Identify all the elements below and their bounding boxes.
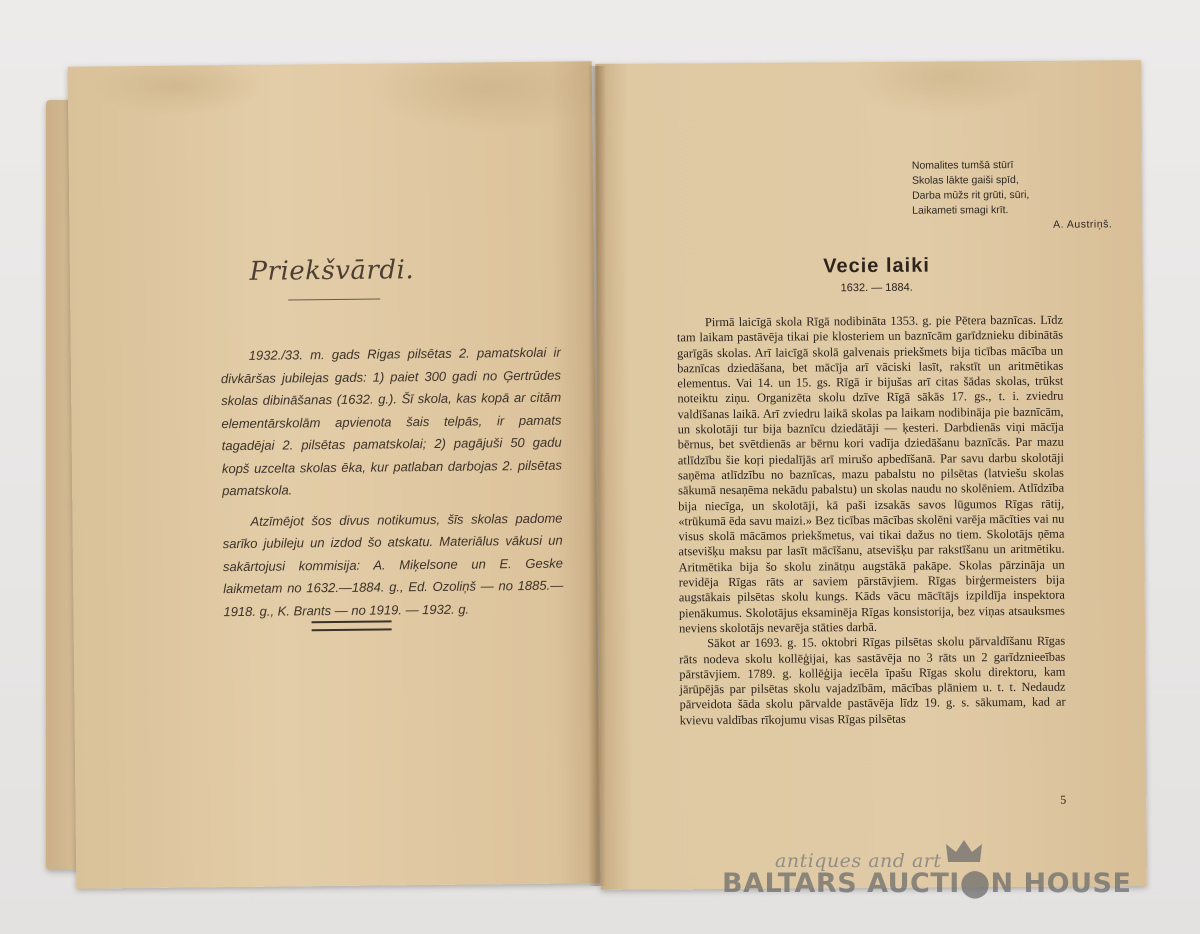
preface-title: Priekšvārdi. xyxy=(249,255,415,287)
water-stain xyxy=(88,61,269,116)
water-stain xyxy=(367,61,600,133)
title-underline xyxy=(288,299,380,301)
left-page xyxy=(68,61,601,888)
watermark-tagline: antiques and art xyxy=(775,850,942,872)
double-rule-divider xyxy=(312,620,392,631)
page-number: 5 xyxy=(1060,792,1067,807)
right-page xyxy=(595,60,1147,890)
epigraph-author: A. Austriņš. xyxy=(1053,218,1113,231)
crown-icon xyxy=(944,836,984,866)
epigraph xyxy=(912,157,1133,234)
preface-body xyxy=(221,342,564,632)
body-paragraph: Pirmā laicīgā skola Rīgā nodibināta 1353. g. pie Pētera baznīcas. Līdz tam laikam pastāvēja tikai pie klosteriem un baznīcām garīdznieku dibinātās garīgās skolas. Arī laicīgā skolā galvenais priekšmets bija ticības mācība un baznīcas dziedāšana, bet mācīja arī vāciski lasīt, rakstīt un aritmētikas elementus. Vai 14. un 15. gs. Rīgā ir bijušas arī citas šādas skolas, trūkst noteiktu ziņu. Organizēta skolu dzīve Rīgā sākās 17. gs., t. i. zviedru valdīšanas laikā. Arī zviedru laikā skolas pa laikam nodibināja pie baznīcām, un skolotāji tur bija baznīcu dziedātāji — ķesteri. Darbdienās viņi mācīja bērnus, bet svētdienās ar bērnu kori vadīja dziedāšanu baznīcās. Par mazu atlīdzību šie koŗi piedalījās arī mirušo apbedīšanā. Par savu darbu skolotāji saņēma atlīdzību no baznīcas, mazu pabalstu no pilsētas (latviešu skolas sākumā nesaņēma nekādu pabalstu) un skolas naudu no skolēniem. Atlīdzība bija niecīga, un skolotāji, kā paši izsakās savos lūgumos Rīgas rātij, «trūkumā ēda savu maizi.» Bez ticības mācības skolēni varēja mācīties vai nu visus skolā mācāmos priekšmetus, vai tikai dažus no tiem. Skolotājs ņēma atsevišķu maksu par lasīt mācīšanu, atsevišķu par rakstīšanu un aritmētiku. Aritmētika bija šo skolu zinātņu augstākā pakāpe. Skolas pārzināja un revidēja Rīgas rāts ar saviem pārstāvjiem. Rīgas birģermeisters bija augstākais pilsētas skolu kungs. Kāds vācu mācītājs izpildīja inspektora pienākumus. Skolotājus eksaminēja Rīgas konsistorija, bez viņas atsauksmes neviens skolotājs nevarēja stāties darbā. xyxy=(676,312,1065,636)
epigraph-line: Darba mūžs rit grūti, sūri, xyxy=(912,188,1030,202)
preface-paragraph: 1932./33. m. gads Rigas pilsētas 2. pamatskolai ir divkāršas jubilejas gads: 1) paiet 300 gadi no Ģertrūdes skolas dibināšanas (1632. g.). Šī skola, kas kopā ar citām elementārskolām apvienota šais telpās, ir pamats tagadējai 2. pilsētas pamatskolai; 2) pagājuši 50 gadu kopš uzcelta skolas ēka, kur patlaban darbojas 2. pilsētas pamatskola. xyxy=(220,344,562,499)
water-stain xyxy=(845,60,1046,117)
body-paragraph: Sākot ar 1693. g. 15. oktobri Rīgas pilsētas skolu pārvaldīšanu Rīgas rāts nodeva skolu kollēģijai, kas sastāvēja no 3 rāts un 2 garīdznieeības pārstāvjiem. 1789. g. kollēģija iecēla īpašu Rīgas skolu direktoru, kam jārūpējās par pilsētas skolu vajadzībām, mācības plāniem u. t. t. Nedaudz pārveidota šāda skolu pārvalde pastāvēja līdz 19. g. s. sākumam, kad ar kvievu valdības rīkojumu visas Rīgas pilsētas xyxy=(679,633,1066,728)
book-gutter xyxy=(588,66,606,886)
epigraph-line: Laikameti smagi krīt. xyxy=(912,204,1009,217)
watermark-brand: BALTARS AUCTI⬤N HOUSE xyxy=(722,868,1132,899)
preface-paragraph: Atzīmējot šos divus notikumus, šīs skolas padome sarīko jubileju un izdod šo atskatu. Materiālus vākusi un sakārtojusi kommisija: A. Miķelsone un E. Geske laikmetam no 1632.—1884. g., Ed. Ozoliņš — no 1885.—1918. g., K. Brants — no 1919. — 1932. g. xyxy=(222,510,564,619)
epigraph-line: Skolas lākte gaiši spīd, xyxy=(911,173,1019,187)
chapter-body xyxy=(677,313,1066,729)
chapter-dates: 1632. — 1884. xyxy=(840,281,913,295)
epigraph-line: Nomalites tumšā stūrī xyxy=(911,158,1014,172)
chapter-title: Vecie laiki xyxy=(823,254,930,278)
